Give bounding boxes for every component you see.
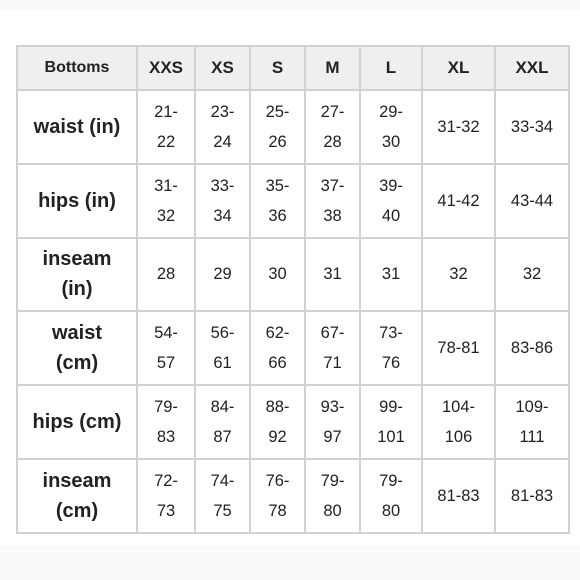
cell-waist-in-xxs — [137, 90, 195, 164]
table-row-waist-in — [17, 90, 569, 164]
cell-line: 104- — [441, 398, 476, 417]
cell-line: 39- — [379, 176, 403, 195]
cell-line: 78 — [268, 501, 287, 520]
row-label-hips-cm — [17, 385, 137, 459]
cell-line: 83-86 — [510, 339, 554, 358]
cell-hips-cm-xxl — [495, 385, 569, 459]
cell-line: 32 — [449, 265, 468, 284]
table-row-hips-in — [17, 164, 569, 238]
cell-inseam-cm-m — [305, 459, 360, 533]
cell-hips-in-xxl — [495, 164, 569, 238]
cell-line: 26 — [268, 132, 287, 151]
cell-line: 84- — [210, 398, 235, 417]
row-label-inseam-cm — [17, 459, 137, 533]
cell-line: 76- — [265, 471, 290, 490]
cell-hips-in-l — [360, 164, 422, 238]
cell-line: 78-81 — [437, 339, 480, 358]
cell-line: 80 — [381, 501, 401, 520]
cell-inseam-cm-l — [360, 459, 422, 533]
row-label-inseam-in — [17, 238, 137, 312]
cell-line: 36 — [268, 206, 287, 225]
row-label-line: (cm) — [55, 499, 99, 522]
table-row-hips-cm — [17, 385, 569, 459]
cell-inseam-in-xxs — [137, 238, 195, 312]
cell-waist-in-xxl — [495, 90, 569, 164]
cell-inseam-in-l — [360, 238, 422, 312]
cell-line: 24 — [213, 132, 232, 151]
size-chart-table — [16, 45, 570, 534]
cell-waist-cm-xxl — [495, 311, 569, 385]
cell-line: 33- — [210, 176, 235, 195]
cell-hips-cm-m — [305, 385, 360, 459]
header-cell-m: M — [305, 46, 360, 90]
cell-hips-cm-s — [250, 385, 305, 459]
cell-line: 29- — [379, 102, 403, 121]
cell-line: 31- — [154, 176, 178, 195]
cell-line: 76 — [381, 354, 401, 373]
cell-line: 88- — [265, 398, 290, 417]
cell-line: 62- — [265, 324, 290, 343]
cell-line: 56- — [210, 324, 235, 343]
cell-inseam-in-s — [250, 238, 305, 312]
table-row-waist-cm — [17, 311, 569, 385]
cell-line: 30 — [381, 132, 401, 151]
cell-line: 21- — [154, 102, 178, 121]
cell-line: 80 — [323, 501, 342, 520]
cell-line: 31 — [323, 265, 342, 284]
cell-hips-in-xxs — [137, 164, 195, 238]
cell-waist-in-l — [360, 90, 422, 164]
cell-inseam-in-xs — [195, 238, 250, 312]
cell-line: 74- — [210, 471, 235, 490]
cell-waist-in-m — [305, 90, 360, 164]
bottom-band — [0, 545, 580, 580]
row-label-line: waist (in) — [33, 115, 121, 138]
cell-line: 101 — [377, 428, 405, 447]
cell-line: 81-83 — [437, 486, 480, 505]
cell-line: 37- — [320, 176, 345, 195]
cell-line: 87 — [213, 428, 232, 447]
cell-line: 67- — [320, 324, 345, 343]
cell-waist-cm-m — [305, 311, 360, 385]
cell-line: 57 — [156, 354, 176, 373]
header-cell-xl: XL — [422, 46, 495, 90]
cell-line: 35- — [265, 176, 290, 195]
cell-waist-in-s — [250, 90, 305, 164]
cell-line: 32 — [156, 206, 176, 225]
cell-line: 61 — [213, 354, 232, 373]
header-cell-l: L — [360, 46, 422, 90]
cell-hips-in-s — [250, 164, 305, 238]
cell-line: 93- — [320, 398, 345, 417]
cell-line: 72- — [154, 471, 178, 490]
cell-line: 111 — [519, 428, 545, 447]
row-label-line: (cm) — [55, 352, 99, 375]
header-cell-s: S — [250, 46, 305, 90]
cell-inseam-cm-s — [250, 459, 305, 533]
cell-line: 92 — [268, 428, 287, 447]
cell-waist-cm-xl — [422, 311, 495, 385]
table-row-inseam-cm — [17, 459, 569, 533]
header-cell-bottoms: Bottoms — [17, 46, 137, 90]
cell-line: 40 — [381, 206, 401, 225]
cell-waist-cm-xs — [195, 311, 250, 385]
cell-line: 81-83 — [510, 486, 554, 505]
row-label-line: (in) — [61, 278, 93, 301]
cell-line: 38 — [323, 206, 342, 225]
cell-inseam-in-m — [305, 238, 360, 312]
row-label-waist-in — [17, 90, 137, 164]
header-cell-xs: XS — [195, 46, 250, 90]
cell-waist-cm-xxs — [137, 311, 195, 385]
table-body — [17, 90, 569, 533]
cell-waist-in-xl — [422, 90, 495, 164]
cell-line: 41-42 — [437, 191, 480, 210]
cell-hips-in-xl — [422, 164, 495, 238]
cell-inseam-in-xxl — [495, 238, 569, 312]
cell-line: 66 — [268, 354, 287, 373]
row-label-hips-in — [17, 164, 137, 238]
cell-hips-cm-xl — [422, 385, 495, 459]
row-label-line: inseam — [42, 248, 112, 271]
cell-line: 109- — [515, 398, 549, 417]
cell-line: 30 — [268, 265, 287, 284]
cell-hips-in-xs — [195, 164, 250, 238]
cell-waist-cm-l — [360, 311, 422, 385]
cell-line: 83 — [156, 428, 176, 447]
cell-line: 22 — [156, 132, 176, 151]
row-label-waist-cm — [17, 311, 137, 385]
cell-inseam-in-xl — [422, 238, 495, 312]
cell-line: 43-44 — [510, 191, 554, 210]
row-label-line: waist — [51, 322, 103, 345]
header-cell-xxl: XXL — [495, 46, 569, 90]
cell-hips-cm-l — [360, 385, 422, 459]
table-row-inseam-in — [17, 238, 569, 312]
cell-line: 106 — [444, 428, 473, 447]
cell-line: 79- — [320, 471, 345, 490]
cell-line: 23- — [210, 102, 235, 121]
cell-inseam-cm-xl — [422, 459, 495, 533]
cell-line: 27- — [320, 102, 345, 121]
cell-inseam-cm-xxs — [137, 459, 195, 533]
top-band — [0, 0, 580, 10]
cell-line: 28 — [323, 132, 342, 151]
cell-line: 32 — [522, 265, 542, 284]
cell-hips-cm-xxs — [137, 385, 195, 459]
cell-line: 31-32 — [437, 117, 480, 136]
cell-line: 73 — [156, 501, 176, 520]
cell-line: 31 — [381, 265, 401, 284]
cell-line: 33-34 — [510, 117, 554, 136]
row-label-line: hips (in) — [38, 189, 116, 212]
cell-line: 75 — [213, 501, 232, 520]
cell-line: 73- — [379, 324, 403, 343]
cell-line: 79- — [379, 471, 403, 490]
cell-line: 79- — [154, 398, 178, 417]
cell-hips-in-m — [305, 164, 360, 238]
row-label-line: inseam — [42, 469, 112, 492]
cell-inseam-cm-xs — [195, 459, 250, 533]
header-cell-xxs: XXS — [137, 46, 195, 90]
cell-line: 28 — [156, 265, 176, 284]
cell-inseam-cm-xxl — [495, 459, 569, 533]
cell-line: 99- — [379, 398, 403, 417]
cell-hips-cm-xs — [195, 385, 250, 459]
cell-waist-cm-s — [250, 311, 305, 385]
cell-waist-in-xs — [195, 90, 250, 164]
header-row — [17, 46, 569, 90]
cell-line: 29 — [213, 265, 232, 284]
cell-line: 54- — [154, 324, 178, 343]
cell-line: 71 — [323, 354, 342, 373]
cell-line: 97 — [323, 428, 342, 447]
cell-line: 34 — [213, 206, 232, 225]
row-label-line: hips (cm) — [32, 411, 122, 434]
cell-line: 25- — [265, 102, 290, 121]
